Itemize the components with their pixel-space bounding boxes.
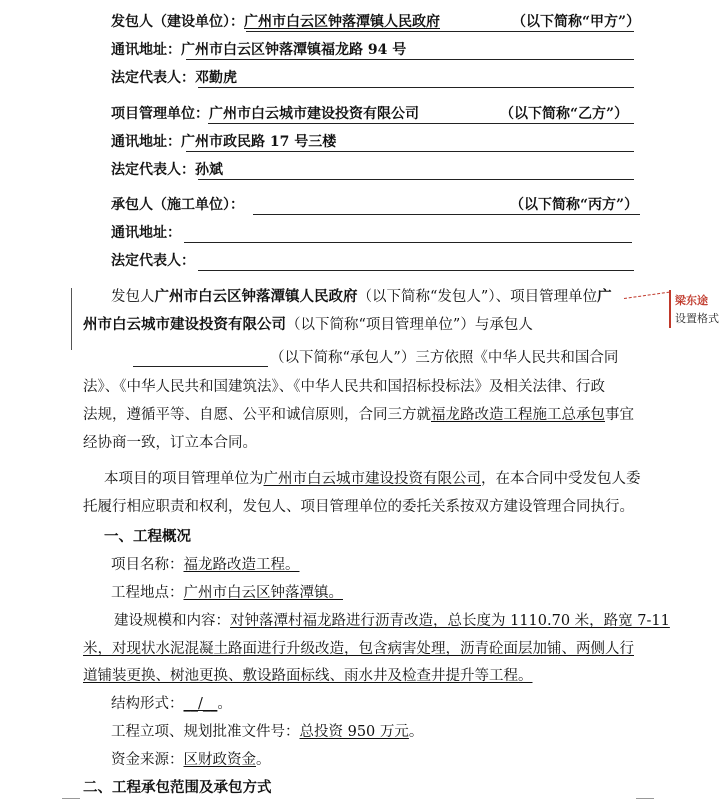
manager-rep-row — [111, 160, 223, 180]
structure-row — [111, 694, 232, 714]
employer-rep-row — [111, 68, 237, 88]
intro-line-6: 经协商一致，订立本合同。 — [83, 435, 257, 451]
manager-value: 广州市白云城市建设投资有限公司 — [209, 106, 419, 122]
intro-line-5 — [83, 405, 634, 425]
mandate-line-2: 托履行相应职责和权利，发包人、项目管理单位的委托关系按双方建设管理合同执行。 — [83, 499, 634, 515]
scope-line-3: 道铺装更换、树池更换、敷设路面标线、雨水井及检查井提升等工程。 — [83, 668, 533, 684]
employer-address-label: 通讯地址： — [111, 42, 181, 58]
intro-p5-end: 事宜 — [605, 407, 634, 423]
manager-address-value: 广州市政民路 17 号三楼 — [181, 134, 337, 150]
employer-address-row — [111, 40, 406, 60]
approval-label: 工程立项、规划批准文件号： — [111, 724, 300, 740]
structure-value: __/__ — [183, 696, 218, 712]
margin-mark-right — [636, 798, 654, 799]
employer-rep-underline — [198, 87, 634, 88]
intro-p1-c: （以下简称“发包人”）、项目管理单位 — [357, 289, 598, 305]
structure-end: 。 — [217, 696, 232, 712]
project-site-label: 工程地点： — [111, 585, 184, 601]
intro-employer: 广州市白云区钟落潭镇人民政府 — [154, 288, 358, 305]
intro-line-4: 法》、《中华人民共和国建筑法》、《中华人民共和国招标投标法》及相关法律、行政 — [83, 379, 605, 395]
contractor-rep-label: 法定代表人： — [111, 253, 195, 269]
manager-address-underline — [186, 151, 634, 152]
contractor-alias: （以下简称“丙方”） — [510, 197, 639, 213]
approval-end: 。 — [408, 724, 424, 740]
employer-rep-value: 邓勤虎 — [195, 70, 237, 86]
scope-label: 建设规模和内容： — [114, 613, 230, 629]
fund-label: 资金来源： — [111, 752, 184, 768]
mandate-line-1 — [104, 469, 641, 489]
manager-rep-label: 法定代表人： — [111, 162, 195, 178]
scope-line-1: 对钟落潭村福龙路进行沥青改造，总长度为 1110.70 米，路宽 7-11 — [230, 613, 670, 629]
fund-row — [111, 750, 271, 770]
comment-bar[interactable] — [669, 290, 671, 328]
intro-line-2 — [83, 315, 533, 335]
manager-address-label: 通讯地址： — [111, 134, 181, 150]
employer-address-underline — [186, 59, 634, 60]
contractor-label: 承包人（施工单位）： — [111, 197, 244, 213]
intro-manager: 州市白云城市建设投资有限公司 — [83, 316, 286, 333]
intro-p2-b: （以下简称“项目管理单位”）与承包人 — [286, 317, 533, 333]
intro-line-1 — [111, 287, 612, 307]
project-site-value: 广州市白云区钟落潭镇。 — [183, 585, 343, 601]
intro-p1-a: 发包人 — [111, 289, 155, 305]
employer-label: 发包人（建设单位）： — [111, 14, 244, 30]
manager-rep-value: 孙斌 — [195, 162, 223, 178]
fund-end: 。 — [256, 752, 271, 768]
manager-row — [111, 104, 419, 124]
section2-title: 二、工程承包范围及承包方式 — [83, 779, 272, 796]
intro-contractor-blank — [133, 366, 268, 367]
fund-value: 区财政资金 — [183, 752, 256, 768]
intro-p5: 法规，遵循平等、自愿、公平和诚信原则，合同三方就 — [83, 407, 431, 423]
manager-label: 项目管理单位： — [111, 106, 209, 122]
contractor-row — [111, 195, 244, 215]
employer-alias: （以下简称“甲方”） — [512, 14, 641, 30]
margin-mark-left — [62, 798, 80, 799]
comment-author[interactable]: 梁东途 — [675, 294, 708, 307]
comment-connector — [624, 292, 670, 299]
employer-value: 广州市白云区钟落潭镇人民政府 — [244, 14, 440, 30]
mandate-l1-b: ，在本合同中受发包人委 — [481, 471, 641, 487]
contractor-rep-row — [111, 251, 195, 271]
scope-line-2: 米，对现状水泥混凝土路面进行升级改造，包含病害处理，沥青砼面层加铺、两侧人行 — [83, 641, 634, 657]
intro-p1-d: 广 — [597, 288, 612, 305]
manager-alias: （以下简称“乙方”） — [500, 106, 629, 122]
section1-title: 一、工程概况 — [104, 528, 191, 545]
change-bar — [71, 288, 72, 350]
project-name-value: 福龙路改造工程。 — [183, 557, 300, 573]
manager-address-row — [111, 132, 336, 152]
comment-text[interactable]: 设置格式 — [675, 312, 719, 325]
employer-address-value: 广州市白云区钟落潭镇福龙路 94 号 — [181, 42, 407, 58]
contractor-rep-underline — [198, 270, 634, 271]
mandate-l1-a: 本项目的项目管理单位为 — [104, 471, 264, 487]
contractor-address-underline — [184, 242, 632, 243]
approval-value: 总投资 950 万元 — [299, 724, 409, 740]
contractor-address-label: 通讯地址： — [111, 225, 181, 241]
employer-rep-label: 法定代表人： — [111, 70, 195, 86]
employer-row — [111, 12, 440, 32]
project-site-row — [111, 583, 343, 603]
approval-row — [111, 722, 423, 742]
intro-project-name: 福龙路改造工程施工总承包 — [431, 407, 605, 423]
manager-rep-underline — [198, 179, 634, 180]
project-name-label: 项目名称： — [111, 557, 184, 573]
intro-line-3: （以下简称“承包人”）三方依照《中华人民共和国合同 — [270, 350, 619, 366]
mandate-manager: 广州市白云城市建设投资有限公司 — [263, 471, 481, 487]
structure-label: 结构形式： — [111, 696, 184, 712]
project-name-row — [111, 555, 300, 575]
scope-row-1 — [114, 611, 670, 631]
contractor-address-row — [111, 223, 181, 243]
